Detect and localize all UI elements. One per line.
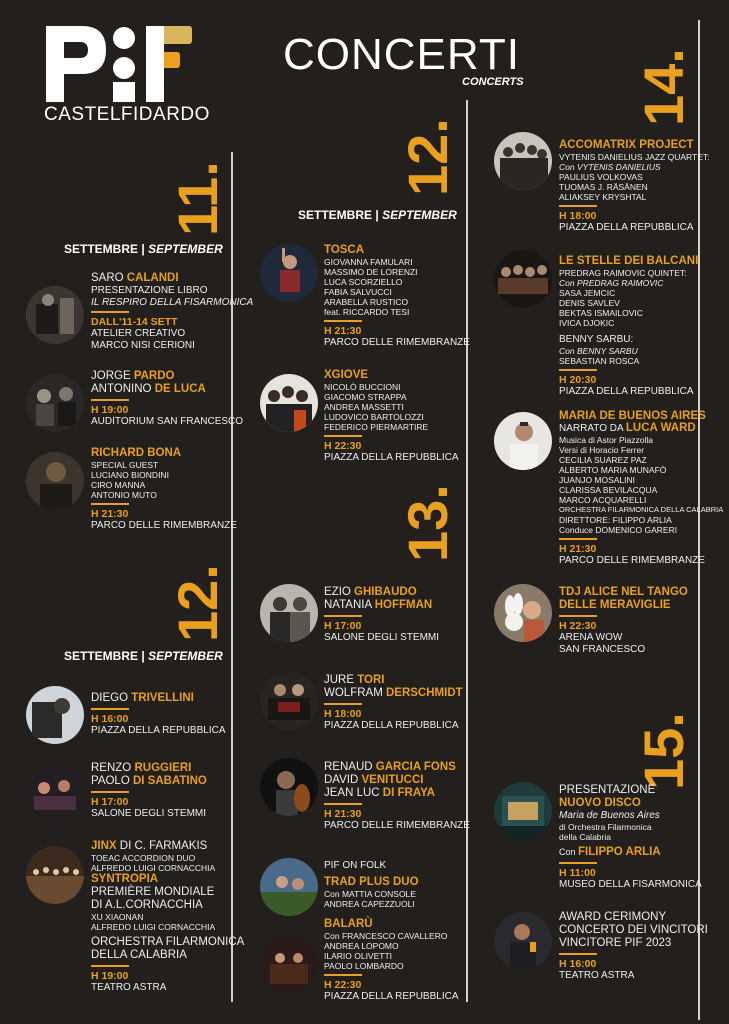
event-venue: SAN FRANCESCO	[559, 643, 646, 655]
event-line: ILARIO OLIVETTI	[324, 951, 393, 961]
event-time: H 16:00	[91, 713, 129, 725]
artist-photo	[260, 858, 318, 916]
performer: JINX DI C. FARMAKIS	[91, 840, 208, 852]
event-line: Con FRANCESCO CAVALLERO	[324, 931, 448, 941]
event-line: FABIA SALVUCCI	[324, 287, 392, 297]
event-line: Con BENNY SARBU	[559, 345, 638, 356]
event-venue: PIAZZA DELLA REPUBBLICA	[324, 991, 459, 1002]
day-number-14: 14.	[632, 48, 695, 126]
event-time: H 19:00	[91, 970, 129, 982]
event-line: della Calabria	[559, 831, 611, 842]
event-venue: ARENA WOW	[559, 632, 623, 643]
day-number-12: 12.	[396, 118, 459, 196]
artist-photo	[26, 846, 84, 904]
event-line: Versi di Horacio Ferrer	[559, 444, 645, 455]
separator	[324, 320, 362, 322]
event-time: DALL'11-14 SETT	[91, 316, 178, 328]
event-venue: PIAZZA DELLA REPUBBLICA	[91, 725, 226, 736]
event-line: Con PREDRAG RAIMOVIC	[559, 278, 664, 288]
performer: ACCOMATRIX PROJECT	[559, 139, 694, 151]
event-line: CIRO MANNA	[91, 480, 146, 490]
event-time: H 20:30	[559, 373, 597, 386]
month-label: SETTEMBRE | SEPTEMBER	[64, 242, 223, 256]
performer: JURE TORI	[324, 674, 385, 686]
event-line: CECILIA SUAREZ PAZ	[559, 454, 647, 465]
performer: TOSCA	[324, 244, 365, 256]
narrator: NARRATO DA LUCA WARD	[559, 422, 696, 434]
event-line: MASSIMO DE LORENZI	[324, 267, 418, 277]
event-venue: MUSEO DELLA FISARMONICA	[559, 878, 702, 890]
event-line: DENIS SAVLEV	[559, 298, 620, 308]
month-label: SETTEMBRE | SEPTEMBER	[298, 208, 457, 222]
event-ghibaudo-hoffman	[324, 586, 439, 644]
event-line: ALFREDO LUIGI CORNACCHIA	[91, 922, 216, 932]
event-time: H 18:00	[324, 708, 362, 720]
event-line: LUCIANO BIONDINI	[91, 470, 169, 480]
event-line: NICOLÒ BUCCIONI	[324, 382, 401, 392]
event-line: Conduce DOMENICO GARERI	[559, 524, 678, 535]
separator	[91, 399, 129, 401]
event-line: SASA JEMCIC	[559, 288, 616, 298]
event-time: H 16:00	[559, 958, 597, 970]
event-line: Con FILIPPO ARLIA	[559, 845, 661, 858]
performer: NATANIA HOFFMAN	[324, 599, 433, 611]
event-ruggieri-disabatino	[91, 762, 207, 820]
performer: SYNTROPIA	[91, 873, 159, 885]
separator	[559, 862, 597, 864]
day-number-11: 11.	[166, 161, 229, 236]
event-line: GIOVANNA FAMULARI	[324, 257, 413, 267]
day-number-15: 15.	[632, 712, 695, 790]
event-line: SEBASTIAN ROSCA	[559, 355, 640, 366]
separator	[559, 953, 597, 955]
event-venue: PARCO DELLE RIMEMBRANZE	[324, 337, 470, 348]
event-tosca	[324, 244, 470, 349]
event-line: DI A.L.CORNACCHIA	[91, 899, 203, 911]
event-diego-trivellini	[91, 692, 226, 737]
performer: MARIA DE BUENOS AIRES	[559, 410, 706, 422]
performer: JEAN LUC DI FRAYA	[324, 787, 435, 799]
event-pardo-deluca	[91, 370, 243, 428]
event-line: Maria de Buenos Aires	[559, 810, 660, 821]
separator	[324, 803, 362, 805]
artist-photo	[494, 584, 552, 642]
event-time: H 21:30	[559, 542, 597, 555]
event-line: CLARISSA BEVILACQUA	[559, 484, 658, 495]
event-venue: PARCO DELLE RIMEMBRANZE	[559, 554, 705, 566]
event-trad-plus-duo	[324, 860, 419, 909]
event-time: H 21:30	[324, 808, 362, 820]
event-line: ARABELLA RUSTICO	[324, 297, 409, 307]
event-venue: MARCO NISI CERIONI	[91, 339, 195, 351]
event-time: H 22:30	[324, 979, 362, 991]
event-venue: PARCO DELLE RIMEMBRANZE	[91, 520, 237, 531]
event-venue: PIAZZA DELLA REPUBBLICA	[324, 720, 459, 731]
event-line: feat. RICCARDO TESI	[324, 307, 410, 317]
event-maria-buenos-aires	[559, 410, 723, 566]
separator	[91, 708, 129, 710]
event-accomatrix	[559, 139, 710, 234]
artist-photo	[260, 244, 318, 302]
event-line: DELLA CALABRIA	[91, 949, 187, 961]
event-richard-bona	[91, 447, 237, 532]
event-line: di Orchestra Filarmonica	[559, 821, 652, 832]
event-stelle-balcani	[559, 255, 698, 397]
event-line: PAOLO LOMBARDO	[324, 961, 404, 971]
performer: WOLFRAM DERSCHMIDT	[324, 687, 463, 699]
event-line: ANTONIO MUTO	[91, 490, 157, 500]
event-line: ORCHESTRA FILARMONICA DELLA CALABRIA	[559, 504, 724, 514]
separator	[324, 974, 362, 976]
separator	[559, 538, 597, 540]
event-venue: PIAZZA DELLA REPUBBLICA	[324, 452, 459, 463]
performer: SARO CALANDI	[91, 272, 179, 284]
artist-photo	[26, 764, 84, 822]
performer: BALARÙ	[324, 918, 373, 930]
artist-photo	[494, 132, 552, 190]
event-time: H 18:00	[559, 210, 597, 222]
logo-wordmark: CASTELFIDARDO	[44, 104, 210, 125]
event-venue: AUDITORIUM SAN FRANCESCO	[91, 416, 244, 427]
event-line: ALBERTO MARIA MUNAFÒ	[559, 464, 667, 475]
event-balaru	[324, 918, 459, 1003]
event-line: LUCA SCORZIELLO	[324, 277, 403, 287]
event-line: FEDERICO PIERMARTIRE	[324, 422, 429, 432]
event-time: H 17:00	[91, 796, 129, 808]
event-venue: PIAZZA DELLA REPUBBLICA	[559, 222, 694, 233]
event-line: TOEAC ACCORDION DUO	[91, 853, 196, 863]
event-line: TUOMAS J. RÄSÄNEN	[559, 182, 648, 192]
separator	[91, 311, 129, 313]
performer: DIEGO TRIVELLINI	[91, 692, 194, 704]
event-award-ceremony	[559, 911, 708, 982]
event-venue: SALONE DEGLI STEMMI	[91, 808, 207, 819]
artist-photo	[26, 686, 84, 744]
performer: DELLE MERAVIGLIE	[559, 599, 671, 611]
performer: RENAUD GARCIA FONS	[324, 761, 456, 773]
separator	[91, 503, 129, 505]
day-number-12: 12.	[166, 564, 229, 642]
separator	[559, 615, 597, 617]
performer: ANTONINO DE LUCA	[91, 383, 206, 395]
performer: PAOLO DI SABATINO	[91, 775, 207, 787]
column-divider	[466, 100, 468, 1002]
event-line: GIACOMO STRAPPA	[324, 392, 407, 402]
performer: XGIOVE	[324, 369, 369, 381]
event-jinx-syntropia	[91, 840, 244, 994]
separator	[91, 965, 129, 967]
artist-photo	[494, 912, 552, 970]
event-line: CONCERTO DEI VINCITORI	[559, 924, 708, 936]
artist-photo	[26, 286, 84, 344]
performer: RICHARD BONA	[91, 447, 182, 459]
event-venue: TEATRO ASTRA	[91, 982, 167, 993]
artist-photo	[260, 374, 318, 432]
event-line: ANDREA MASSETTI	[324, 402, 404, 412]
event-line: PREDRAG RAIMOVIC QUINTET:	[559, 268, 687, 278]
artist-photo	[260, 672, 318, 730]
performer: RENZO RUGGIERI	[91, 762, 192, 774]
artist-photo	[260, 934, 318, 992]
separator	[324, 703, 362, 705]
event-line: Con MATTIA CONSOLE	[324, 888, 416, 899]
event-line: PREMIÈRE MONDIALE	[91, 886, 215, 898]
performer: DAVID VENITUCCI	[324, 774, 424, 786]
album-cover	[494, 782, 552, 840]
event-line: ORCHESTRA FILARMONICA	[91, 936, 245, 948]
artist-photo	[494, 250, 552, 308]
separator	[559, 205, 597, 207]
event-line: BENNY SARBU:	[559, 334, 634, 345]
event-venue: TEATRO ASTRA	[559, 970, 635, 981]
performer: LE STELLE DEI BALCANI	[559, 255, 699, 267]
separator	[324, 435, 362, 437]
artist-photo	[260, 758, 318, 816]
separator	[324, 615, 362, 617]
event-saro-calandi	[91, 272, 253, 351]
event-xgiove	[324, 369, 459, 464]
event-line: IVICA DJOKIC	[559, 318, 615, 328]
event-time: H 22:30	[324, 440, 362, 452]
event-venue: PIAZZA DELLA REPUBBLICA	[559, 385, 694, 397]
event-venue: SALONE DEGLI STEMMI	[324, 632, 440, 643]
page-subtitle: CONCERTS	[462, 76, 524, 88]
event-line: Musica di Astor Piazzolla	[559, 434, 654, 445]
artist-photo	[26, 452, 84, 510]
event-line: AWARD CERIMONY	[559, 911, 667, 923]
event-tag: PIF ON FOLK	[324, 860, 387, 871]
event-line: VYTENIS DANIELIUS JAZZ QUARTET:	[559, 152, 710, 162]
event-garcia-fons	[324, 761, 470, 832]
event-tdj-alice	[559, 586, 688, 655]
event-time: H 17:00	[324, 620, 362, 632]
event-line: LUDOVICO BARTOLOZZI	[324, 412, 424, 422]
event-nuovo-disco	[559, 784, 702, 890]
performer: EZIO GHIBAUDO	[324, 586, 417, 598]
performer: JORGE PARDO	[91, 370, 175, 382]
event-time: H 11:00	[559, 866, 596, 879]
artist-photo	[260, 584, 318, 642]
event-line: PRESENTAZIONE	[559, 784, 656, 796]
event-line: IL RESPIRO DELLA FISARMONICA	[91, 296, 254, 308]
performer: TRAD PLUS DUO	[324, 875, 419, 888]
event-line: DIRETTORE: FILIPPO ARLIA	[559, 514, 672, 525]
event-venue: ATELIER CREATIVO	[91, 328, 186, 339]
event-line: BEKTAS ISMAILOVIC	[559, 308, 643, 318]
event-time: H 21:30	[91, 508, 129, 520]
performer: NUOVO DISCO	[559, 797, 641, 809]
artist-photo	[26, 374, 84, 432]
event-tori-derschmidt	[324, 674, 463, 732]
event-line: JUANJO MOSALINI	[559, 474, 636, 485]
event-line: ALFREDO LUIGI CORNACCHIA	[91, 863, 216, 873]
separator	[91, 791, 129, 793]
page-title: CONCERTI	[283, 30, 520, 79]
event-time: H 22:30	[559, 620, 597, 632]
event-time: H 21:30	[324, 325, 362, 337]
event-line: PAULIUS VOLKOVAS	[559, 172, 643, 182]
artist-photo	[494, 412, 552, 470]
event-line: ALIAKSEY KRYSHTAL	[559, 192, 647, 202]
event-line: SPECIAL GUEST	[91, 460, 159, 470]
event-line: MARCO ACQUARELLI	[559, 494, 647, 505]
event-line: PRESENTAZIONE LIBRO	[91, 285, 208, 296]
event-line: Con VYTENIS DANIELIUS	[559, 162, 661, 172]
performer: TDJ ALICE NEL TANGO	[559, 586, 688, 598]
event-line: XU XIAONAN	[91, 912, 144, 922]
month-label: SETTEMBRE | SEPTEMBER	[64, 649, 223, 663]
event-venue: PARCO DELLE RIMEMBRANZE	[324, 820, 470, 831]
event-time: H 19:00	[91, 404, 129, 416]
separator	[559, 369, 597, 371]
event-line: ANDREA LOPOMO	[324, 941, 399, 951]
event-line: ANDREA CAPEZZUOLI	[324, 898, 415, 909]
day-number-13: 13.	[396, 484, 459, 562]
event-line: VINCITORE PIF 2023	[559, 937, 672, 949]
